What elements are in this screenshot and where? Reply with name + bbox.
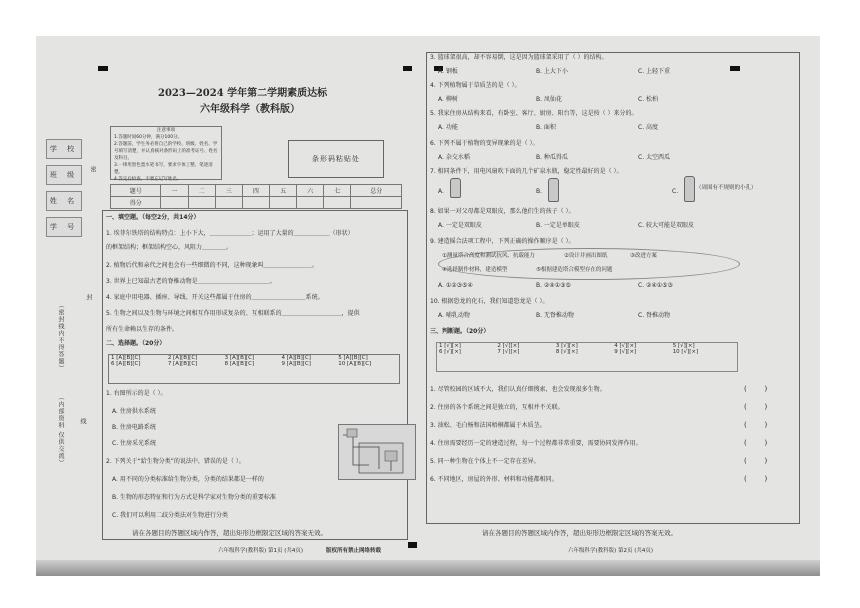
answer-slot[interactable]: 4 [A][B][C] [281,355,311,361]
score-header: 五 [270,185,297,197]
answer-slot[interactable]: 6 [A][B][C] [111,361,141,367]
choice-option: C. 较大可能是双眼皮 [638,222,695,229]
answer-slot[interactable]: 8 [A][B][C] [224,361,255,367]
barcode-area: 条形码粘贴处 [288,140,384,178]
choice-option: C. 脊椎动物 [638,312,671,319]
judge-question: 1. 尽管校园的区域不大，我们认真仔细搜索，也会发现很多生物。 [430,386,606,393]
student-id-field: 学 号 [46,217,82,237]
judge-question: 6. 不同地区，房屋的外形、材料和功能都相同。 [430,476,558,483]
choice-option: A. ①②③⑤④ [438,282,473,289]
choice-answer-grid [108,354,400,384]
answer-area-note: 请在各题目的答题区域内作答，超出矩形边框限定区域的答案无效。 [482,529,677,537]
choice-option: B. 凤仙花 [536,96,562,103]
choice-option: A. 钢板 [438,68,458,75]
water-bottle-image [684,176,695,202]
bottle-note: （周围有不规则的小孔） [696,185,757,191]
answer-slot[interactable]: 2 [A][B][C] [167,355,198,361]
fill-question: 2. 植物后代和亲代之间也会有一些细微的不同，这种现象叫＿＿＿＿＿＿＿＿。 [106,262,318,269]
choice-option: B. ②④①③⑤ [536,282,571,289]
page-number: 六年级科学(教科版) 第1页 (共4页) [218,548,304,554]
notice-line: 2.答题前，学生务必将自己的学校、班级、姓名、学号填写清楚，并认真核对条形码上的准考证号、姓名及科目。 [114,142,218,161]
answer-slot[interactable]: 6 [√][×] [439,349,461,355]
school-field: 学 校 [46,139,82,159]
answer-slot[interactable]: 9 [√][×] [614,349,637,355]
fill-question: 5. 生物之间以及生物与环境之间相互作用形成复杂的、互相联系的＿＿＿＿＿＿＿＿＿＿，提供 [106,310,360,317]
answer-slot[interactable]: 10 [√][×] [672,349,699,355]
choice-question: 10. 根据恐龙的化石，我们知道恐龙是（ ）。 [430,298,549,305]
fill-question: 1. 埃菲尔铁塔的结构特点：上小下大，＿＿＿＿＿＿＿；运用了大量的＿＿＿＿＿＿（形状） [106,230,354,237]
choice-option: C. 高度 [638,124,659,131]
plan-step: ①测量塔合高度和测试抗风、抗载能力 [442,253,535,259]
plan-step: ⑤根据建造塔合模型存在的问题 [536,267,613,273]
plan-step: ④选择制作材料，建造模型 [442,267,508,273]
choice-question: 6. 下列不属于植物的变异现象的是（ ）。 [430,140,539,147]
section3-heading: 三、判断题。（20分） [430,328,490,335]
choice-question: 1. 右图所示的是（ ）。 [106,390,167,397]
page-number: 六年级科学(教科版) 第2页 (共4页) [568,548,654,554]
answer-bracket: ( ) [744,385,768,393]
house-diagram-svg [339,425,415,479]
answer-slot[interactable]: 4 [√][×] [614,343,637,349]
choice-question: 3. 篮球架很高，却不容易倒，这是因为篮球架采用了（ ）的结构。 [430,54,608,61]
judge-question: 2. 住房的各个系统之间是独立的，互相并不关联。 [430,404,564,411]
choice-option: A. 杂交水稻 [438,154,470,161]
answer-bracket: ( ) [744,403,768,411]
answer-slot[interactable]: 10 [A][B][C] [338,361,372,367]
score-header: 三 [215,185,242,197]
seal-mark: 封 [85,294,92,301]
choice-question: 8. 如果一对父母都是双眼皮，那么他们生的孩子（ ）。 [430,208,575,215]
true-false-answer-grid [436,342,738,372]
answer-slot[interactable]: 3 [A][B][C] [224,355,255,361]
choice-option: B. 种瓜得瓜 [536,154,568,161]
house-system-diagram [338,424,416,480]
answer-slot[interactable]: 7 [A][B][C] [167,361,198,367]
fill-question: 所有生命赖以生存的条件。 [106,326,179,333]
choice-option: C. 松柏 [638,96,659,103]
section1-heading: 一、填空题。（每空2分，共14分） [106,214,200,221]
choice-option: C. [672,188,679,195]
choice-option: A. 柳树 [438,96,458,103]
notice-line: 4.答完后检查，不要忘记写姓名。 [114,177,182,182]
answer-slot[interactable]: 1 [A][B][C] [111,355,141,361]
answer-slot[interactable]: 9 [A][B][C] [281,361,311,367]
exam-subtitle: 六年级科学（教科版） [200,104,300,115]
score-header: 六 [297,185,324,197]
left-page [40,44,418,554]
copyright-note: 版权所有禁止网络转载 [326,548,382,554]
fill-question: 3. 世界上已知最古老的脊椎动物是＿＿＿＿＿＿＿＿＿＿＿＿。 [106,278,276,285]
answer-slot[interactable]: 5 [A][B][C] [338,355,368,361]
choice-option: B. 一定是单眼皮 [536,222,580,229]
answer-bracket: ( ) [744,457,768,465]
judge-question: 3. 油松、毛白杨和法国梧桐都属于木质茎。 [430,422,546,429]
score-header: 一 [161,185,188,197]
choice-option: B. 住房电路系统 [112,424,156,431]
answer-slot[interactable]: 8 [√][×] [555,349,578,355]
choice-option: A. 哺乳动物 [438,312,470,319]
choice-option: B. 面积 [536,124,556,131]
score-header: 题号 [111,185,161,197]
seal-note: （密封线内不得答题） [57,302,64,372]
score-header: 四 [242,185,269,197]
answer-slot[interactable]: 5 [√][×] [672,343,695,349]
choice-question: 7. 相同条件下，用电风扇吹下面的几个矿泉水瓶，稳定性最好的是（ ）。 [430,168,623,175]
choice-question: 4. 下列植物属于草质茎的是（ ）。 [430,82,521,89]
choice-option: B. 上大下小 [536,68,568,75]
choice-option: B. 生物的形态特征和行为方式是科学家对生物分类的重要标准 [112,494,276,501]
score-row-label: 得分 [111,197,161,209]
answer-frame-right [426,52,800,524]
answer-slot[interactable]: 1 [√][×] [439,343,461,349]
answer-bracket: ( ) [744,421,768,429]
right-page [424,50,816,554]
choice-question: 2. 下列关于“給生物分类”的说法中，错误的是（ ）。 [106,458,245,465]
plan-step: ②设计并画出图纸 [564,253,608,259]
judge-question: 5. 同一种生物在个体上不一定存在差异。 [430,458,540,465]
water-bottle-image [548,178,559,202]
exam-photo [36,36,820,576]
score-header: 二 [188,185,215,197]
score-header: 总分 [351,185,402,197]
notice-title: 注意事项 [157,128,175,133]
choice-option: B. 无脊椎动物 [536,312,574,319]
choice-question: 5. 我家住房从结构来看，有卧室、客厅、厨房、阳台等，这是按（ ）来分的。 [430,110,638,117]
class-field: 班 级 [46,165,82,185]
exam-title: 2023—2024 学年第二学期素质达标 [158,88,328,99]
score-table [110,184,402,209]
choice-option: A. 一定是双眼皮 [438,222,482,229]
judge-question: 4. 住房需要经历一定的建造过程，每一个过程都非常重要，需要协同发挥作用。 [430,440,642,447]
photo-shadow [36,560,820,576]
water-bottle-image [450,178,461,198]
answer-slot[interactable]: 7 [√][×] [497,349,520,355]
answer-slot[interactable]: 3 [√][×] [555,343,578,349]
notice-line: 3.一律用黑色墨水笔书写，要求字体工整、笔迹清楚。 [114,163,213,175]
choice-option: C. 我们可以利用二歧分类法对生物进行分类 [112,512,229,519]
choice-option: C. 上轻下重 [638,68,671,75]
choice-option: A. [438,188,444,195]
notice-box [110,126,222,180]
choice-option: C. ②④①⑤③ [638,282,673,289]
fill-question: 的框架结构；框架结构空心，风阻力＿＿＿＿。 [106,244,233,251]
name-field: 姓 名 [46,191,82,211]
choice-option: C. 住房采光系统 [112,440,157,447]
choice-option: A. 功能 [438,124,458,131]
choice-question: 9. 建造摇合法项工程中，下列正确的操作顺序是（ ）。 [430,238,575,245]
internal-note: （内部资料 仅供交流） [57,394,64,467]
answer-bracket: ( ) [744,439,768,447]
section2-heading: 二、选择题。（20分） [106,340,166,347]
choice-option: B. [536,188,543,195]
seal-mark: 线 [79,418,86,425]
choice-option: C. 太空西瓜 [638,154,671,161]
answer-area-note: 请在各题目的答题区域内作答，超出矩形边框限定区域的答案无效。 [132,529,327,537]
score-header: 七 [324,185,351,197]
answer-slot[interactable]: 2 [√][×] [497,343,520,349]
answer-bracket: ( ) [744,475,768,483]
choice-option: A. 用不同的分类标准给生物分类，分类的结果都是一样的 [112,476,264,483]
seal-mark: 密 [89,166,96,173]
choice-option: A. 住房供水系统 [112,408,156,415]
notice-line: 1.答题时间60分钟，满分100分。 [114,135,183,140]
fill-question: 4. 家庭中用电器、插座、导线、开关这些都属于住房的＿＿＿＿＿＿＿＿＿系统。 [106,294,324,301]
plan-step: ③改进方案 [630,253,657,259]
